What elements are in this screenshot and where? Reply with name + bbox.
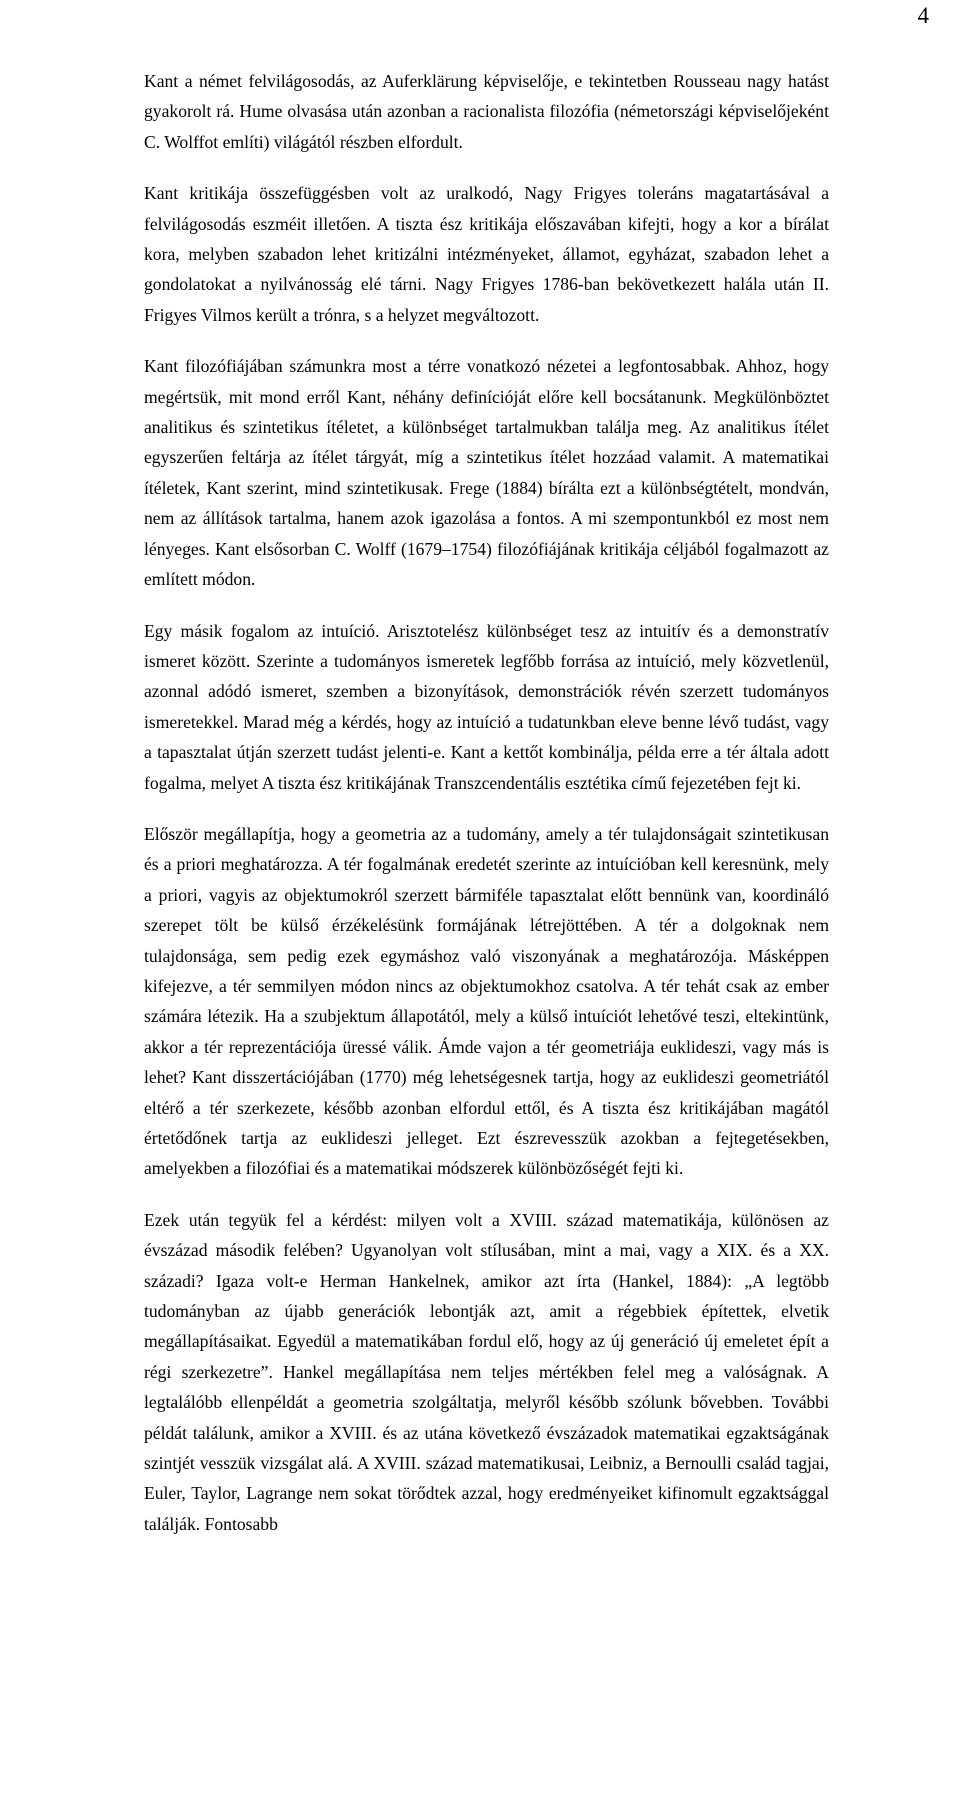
paragraph-analytic-synthetic: Kant filozófiájában számunkra most a térre vonatkozó nézetei a legfontosabbak. Ahhoz, hogy megértsük, mit mond erről Kant, néhány definícióját előre kell bocsátanunk. Megkülönböztet analitikus és szintetikus ítéletet, a különbséget tartalmukban találja meg. Az analitikus ítélet egyszerűen feltárja az ítélet tárgyát, míg a szintetikus ítélet hozzáad valamit. A matematikai ítéletek, Kant szerint, mind szintetikusak. Frege (1884) bírálta ezt a különbségtételt, mondván, nem az állítások tartalma, hanem azok igazolása a fontos. A mi szempontunkból ez most nem lényeges. Kant elsősorban C. Wolff (1679–1754) filozófiájának kritikája céljából fogalmazott az említett módon. — [144, 356, 829, 590]
paragraph-kant-critique-frederick: Kant kritikája összefüggésben volt az uralkodó, Nagy Frigyes toleráns magatartásával a felvilágosodás eszméit illetően. A tiszta ész kritikája előszavában kifejti, hogy a kor a bírálat kora, melyben szabadon lehet kritizálni intézményeket, államot, egyházat, szabadon lehet a gondolatokat a nyilvánosság elé tárni. Nagy Frigyes 1786-ban bekövetkezett halála után II. Frigyes Vilmos került a trónra, s a helyzet megváltozott. — [144, 183, 829, 325]
body-text — [144, 66, 829, 1560]
paragraph-eighteenth-century-math: Ezek után tegyük fel a kérdést: milyen volt a XVIII. század matematikája, különösen az évszázad második felében? Ugyanolyan volt stílusában, mint a mai, vagy a XIX. és a XX. századi? Igaza volt-e Herman Hankelnek, amikor azt írta (Hankel, 1884): „A legtöbb tudományban az újabb generációk lebontják azt, amit a régebbiek építettek, elvetik megállapításaikat. Egyedül a matematikában fordul elő, hogy az új generáció új emeletet épít a régi szerkezetre”. Hankel megállapítása nem teljes mértékben felel meg a valóságnak. A legtalálóbb ellenpéldát a geometria szolgáltatja, melyről később szólunk bővebben. További példát találunk, amikor a XVIII. és az utána következő évszázadok matematikai egzaktságának szintjét vesszük vizsgálat alá. A XVIII. század matematikusai, Leibniz, a Bernoulli család tagjai, Euler, Taylor, Lagrange nem sokat törődtek azzal, hogy eredményeiket kifinomult egzaktsággal találják. Fontosabb — [144, 1209, 829, 1534]
paragraph-geometry-space: Először megállapítja, hogy a geometria az a tudomány, amely a tér tulajdonságait szintetikusan és a priori meghatározza. A tér fogalmának eredetét szerinte az intuícióban kell keresnünk, mely a priori, vagyis az objektumokról szerzett bármiféle tapasztalat előtt bennünk van, koordináló szerepet tölt be külső érzékelésünk formájának létrejöttében. A tér a dolgoknak nem tulajdonsága, sem pedig ezek egymáshoz való viszonyának a meghatározója. Másképpen kifejezve, a tér semmilyen módon nincs az objektumokhoz csatolva. A tér tehát csak az ember számára létezik. Ha a szubjektum állapotától, mely a külső intuíciót lehetővé teszi, eltekintünk, akkor a tér reprezentációja üressé válik. Ámde vajon a tér geometriája euklideszi, vagy más is lehet? Kant disszertációjában (1770) még lehetségesnek tartja, hogy az euklideszi geometriától eltérő a tér szerkezete, később azonban elfordul ettől, és A tiszta ész kritikájában magától értetődőnek tartja az euklideszi jelleget. Ezt észrevesszük azokban a fejtegetésekben, amelyekben a filozófiai és a matematikai módszerek különbözőségét fejti ki. — [144, 823, 829, 1179]
paragraph-kant-enlightenment: Kant a német felvilágosodás, az Auferklärung képviselője, e tekintetben Rousseau nagy hatást gyakorolt rá. Hume olvasása után azonban a racionalista filozófia (németországi képviselőjeként C. Wolffot említi) világától részben elfordult. — [144, 71, 829, 152]
page-number: 4 — [917, 3, 929, 28]
paragraph-intuition: Egy másik fogalom az intuíció. Arisztotelész különbséget tesz az intuitív és a demonstratív ismeret között. Szerinte a tudományos ismeretek legfőbb forrása az intuíció, mely közvetlenül, azonnal adódó ismeret, szemben a bizonyítások, demonstrációk révén szerzett tudományos ismeretekkel. Marad még a kérdés, hogy az intuíció a tudatunkban eleve benne lévő tudást, vagy a tapasztalat útján szerzett tudást jelenti-e. Kant a kettőt kombinálja, példa erre a tér általa adott fogalma, melyet A tiszta ész kritikájának Transzcendentális esztétika című fejezetében fejt ki. — [144, 620, 829, 793]
